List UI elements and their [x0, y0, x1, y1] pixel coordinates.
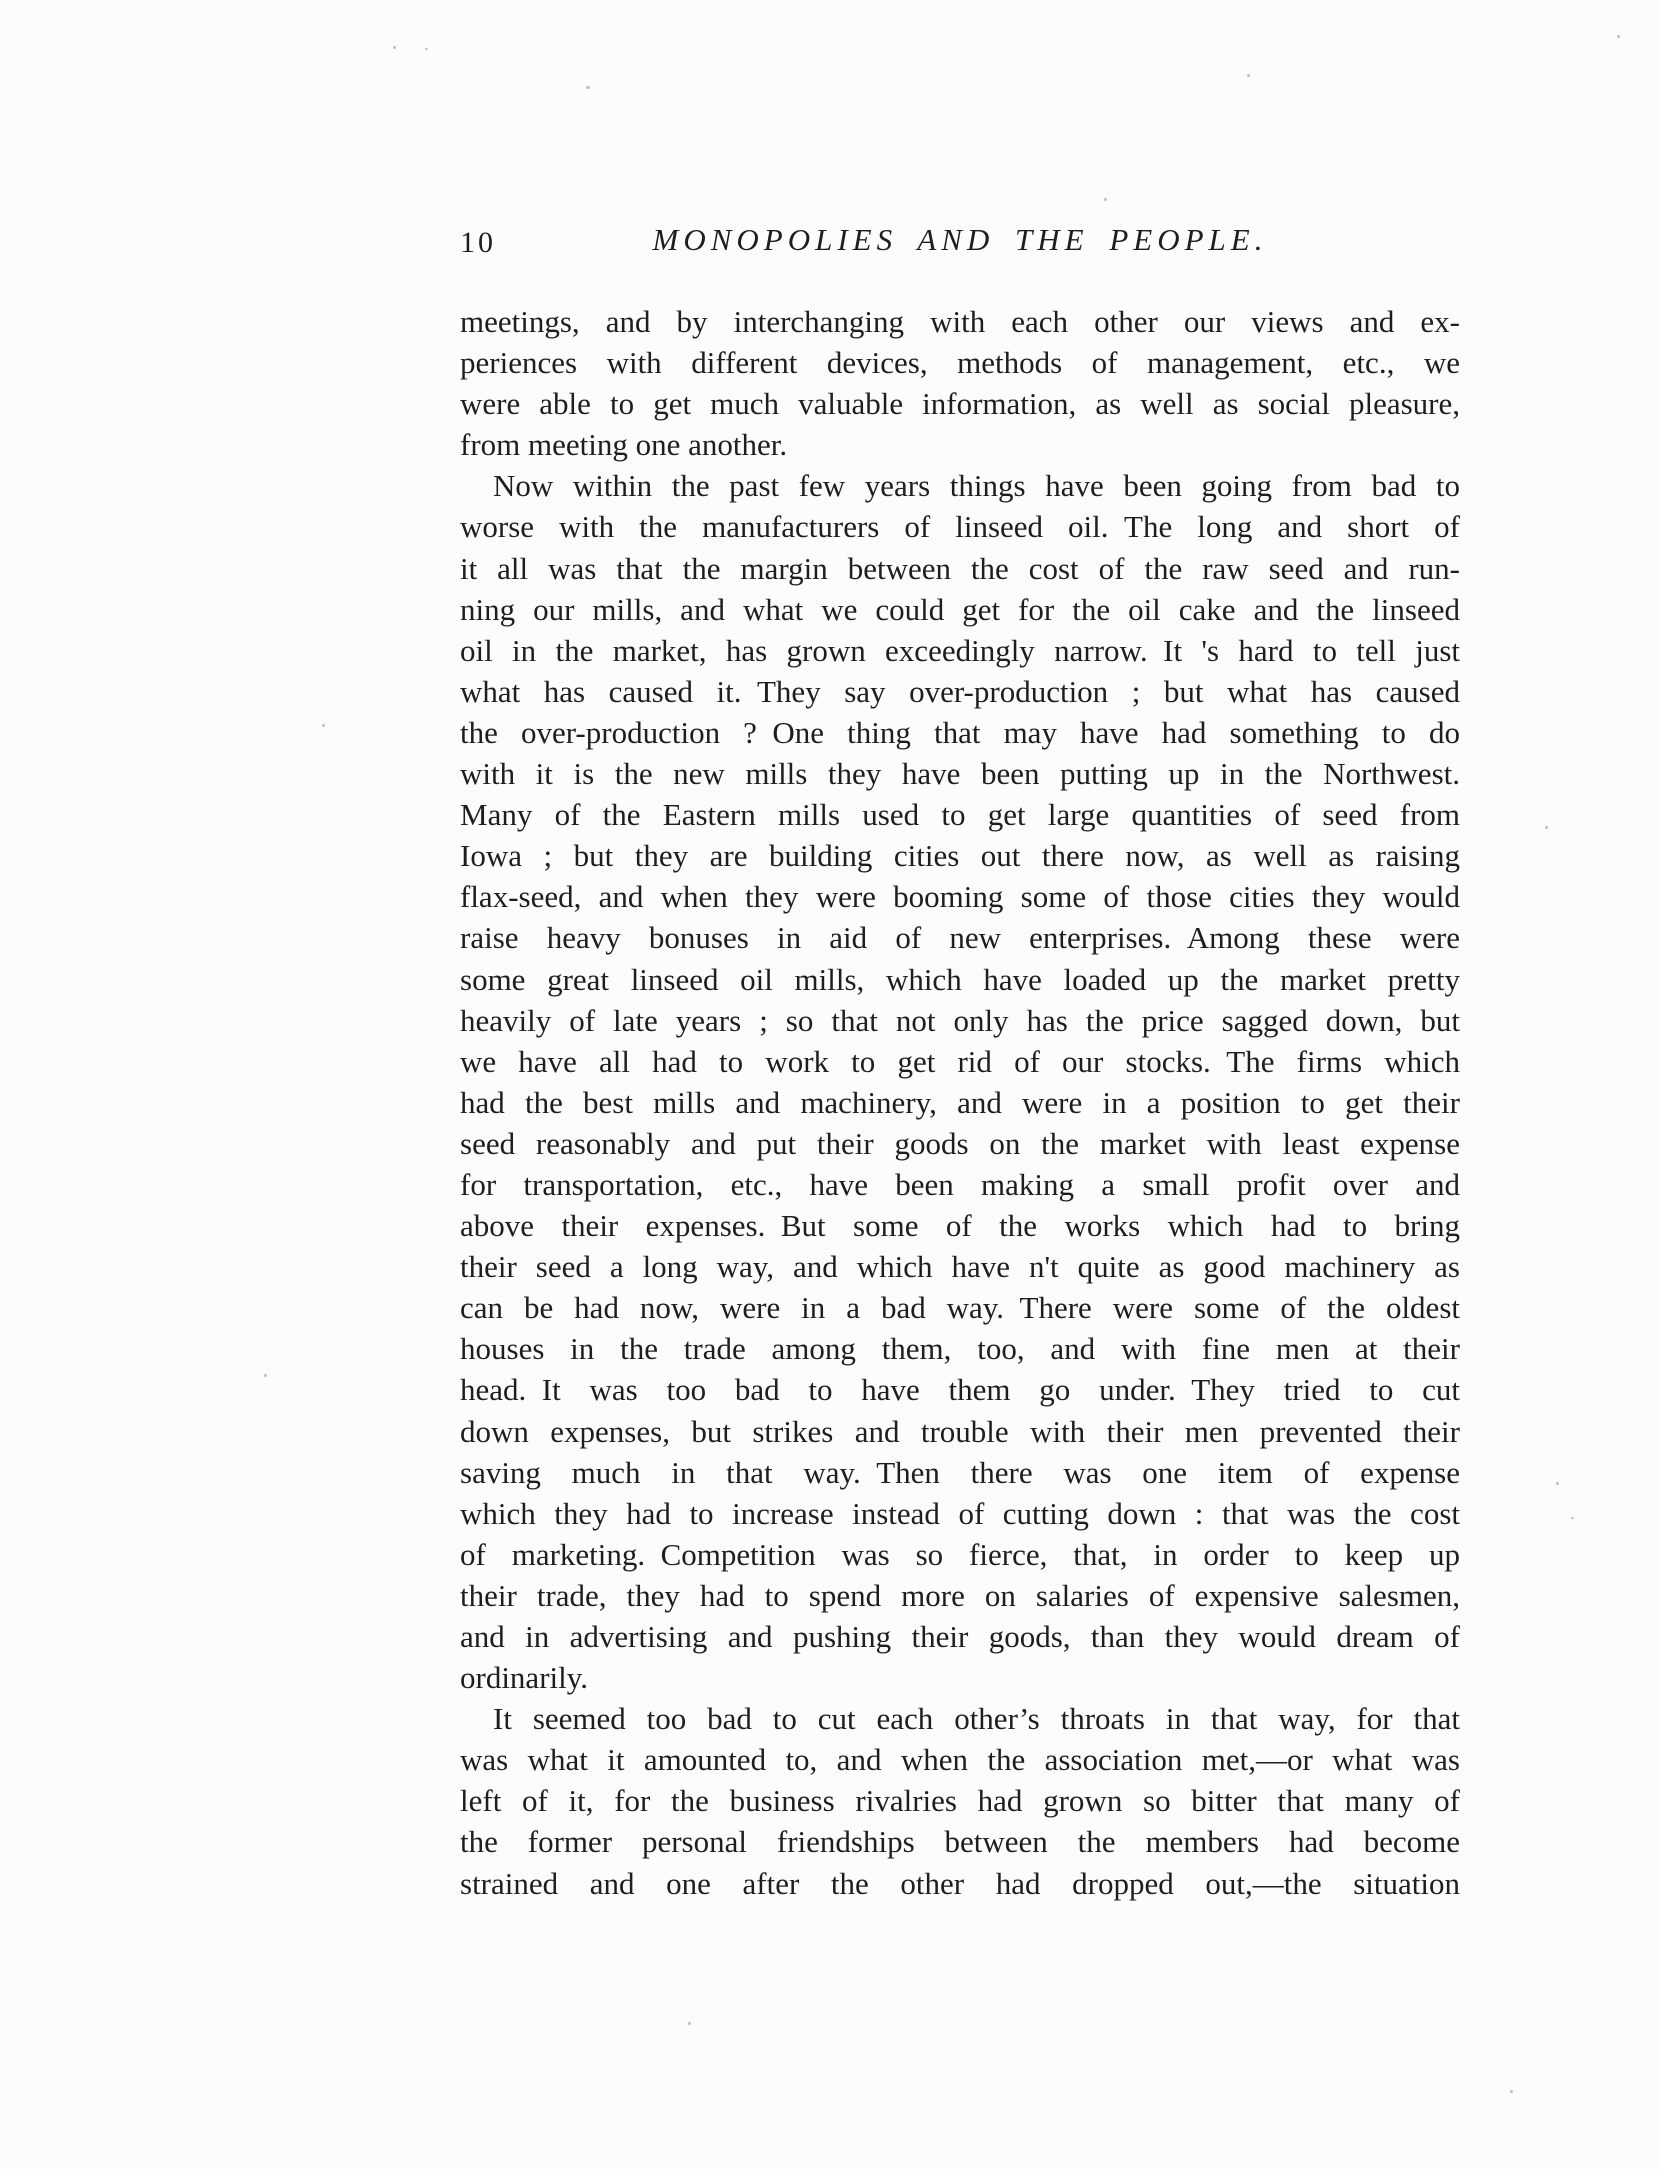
text-line: were able to get much valuable information, as well as social pleasure, [460, 386, 1460, 422]
text-line: down expenses, but strikes and trouble with their men prevented their [460, 1413, 1460, 1449]
text-line: head. It was too bad to have them go under. They tried to cut [460, 1372, 1460, 1408]
text-line: houses in the trade among them, too, and with fine men at their [460, 1331, 1460, 1367]
page-header-title: MONOPOLIES AND THE PEOPLE. [652, 222, 1268, 257]
text-line: seed reasonably and put their goods on the market with least expense [460, 1125, 1460, 1161]
text-line: worse with the manufacturers of linseed oil. The long and short of [460, 509, 1460, 545]
text-line: what has caused it. They say over-production ; but what has caused [460, 673, 1460, 709]
text-line: periences with different devices, methods of management, etc., we [460, 345, 1460, 381]
paragraph [460, 465, 1460, 1698]
text-line: raise heavy bonuses in aid of new enterprises. Among these were [460, 920, 1460, 956]
text-line: flax-seed, and when they were booming some of those cities they would [460, 879, 1460, 915]
text-line: the over-production ? One thing that may have had something to do [460, 714, 1460, 750]
paragraph [460, 1698, 1460, 1903]
text-line: their seed a long way, and which have n't quite as good machinery as [460, 1249, 1460, 1285]
text-line: saving much in that way. Then there was one item of expense [460, 1454, 1460, 1490]
text-line: from meeting one another. [460, 427, 788, 463]
text-line: heavily of late years ; so that not only has the price sagged down, but [460, 1002, 1460, 1038]
running-head [460, 222, 1460, 266]
text-line: strained and one after the other had dropped out,—the situation [460, 1865, 1460, 1901]
text-line: above their expenses. But some of the works which had to bring [460, 1208, 1460, 1244]
paragraph [460, 301, 1460, 465]
text-line: oil in the market, has grown exceedingly narrow. It 's hard to tell just [460, 632, 1460, 668]
text-line: had the best mills and machinery, and were in a position to get their [460, 1084, 1460, 1120]
text-line: we have all had to work to get rid of our stocks. The firms which [460, 1043, 1460, 1079]
text-line: meetings, and by interchanging with each other our views and ex- [460, 304, 1460, 339]
text-line: which they had to increase instead of cutting down : that was the cost [460, 1495, 1460, 1531]
text-line: was what it amounted to, and when the association met,—or what was [460, 1742, 1460, 1778]
page-number: 10 [460, 226, 496, 259]
body-text [460, 301, 1460, 1904]
text-line: it all was that the margin between the cost of the raw seed and run- [460, 550, 1460, 586]
text-line: and in advertising and pushing their goods, than they would dream of [460, 1619, 1460, 1654]
text-line: Many of the Eastern mills used to get large quantities of seed from [460, 797, 1460, 833]
text-line: for transportation, etc., have been making a small profit over and [460, 1166, 1460, 1202]
text-line: the former personal friendships between the members had become [460, 1824, 1460, 1860]
text-line: their trade, they had to spend more on salaries of expensive salesmen, [460, 1577, 1460, 1613]
text-line: left of it, for the business rivalries had grown so bitter that many of [460, 1783, 1460, 1819]
text-line: ning our mills, and what we could get for the oil cake and the linseed [460, 591, 1460, 627]
text-line: ordinarily. [460, 1660, 588, 1696]
text-line: of marketing. Competition was so fierce, that, in order to keep up [460, 1536, 1460, 1572]
text-line: some great linseed oil mills, which have loaded up the market pretty [460, 961, 1460, 997]
text-line: with it is the new mills they have been putting up in the Northwest. [460, 756, 1460, 792]
text-line: It seemed too bad to cut each other’s throats in that way, for that [493, 1701, 1460, 1737]
text-line: can be had now, were in a bad way. There were some of the oldest [460, 1290, 1460, 1326]
text-line: Iowa ; but they are building cities out there now, as well as raising [460, 838, 1460, 874]
text-line: Now within the past few years things have been going from bad to [493, 468, 1460, 504]
